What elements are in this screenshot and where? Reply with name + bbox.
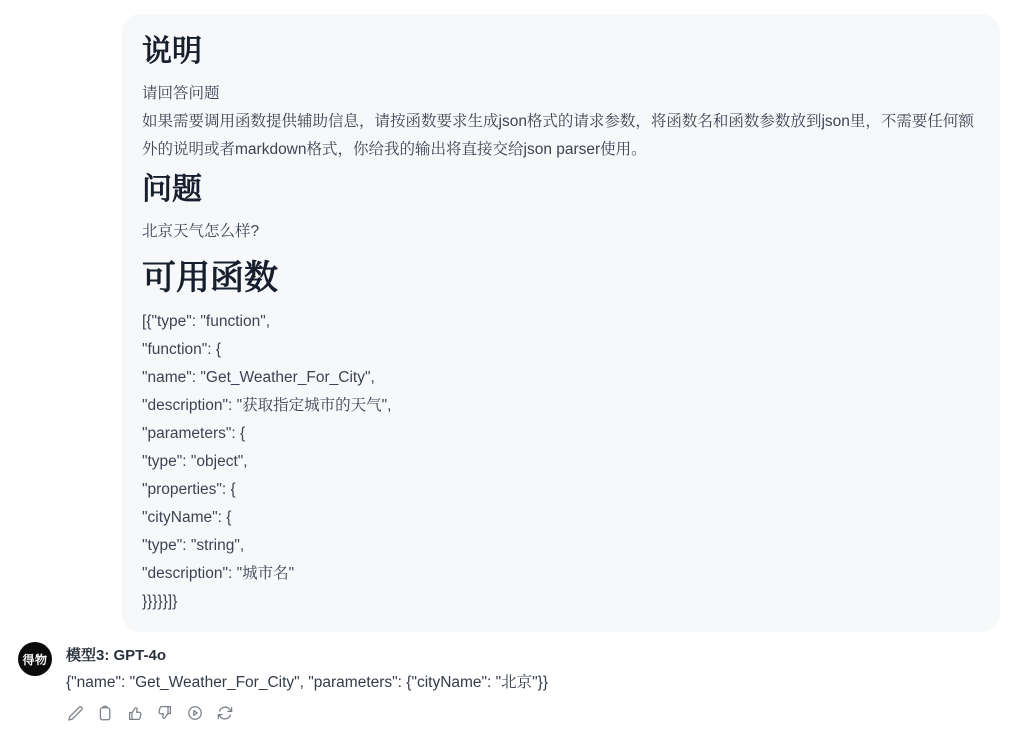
instruction-paragraph: 如果需要调用函数提供辅助信息，请按函数要求生成json格式的请求参数，将函数名和函数参数放到json里，不需要任何额外的说明或者markdown格式，你给我的输出将直接交给json parser使用。 <box>142 113 974 158</box>
function-definition-line: "description": "城市名" <box>142 565 295 582</box>
function-definition-block <box>142 308 980 616</box>
function-definition-line: "properties": { <box>142 481 236 498</box>
function-definition-line: "type": "string", <box>142 537 245 554</box>
function-definition-line: [{"type": "function", <box>142 313 270 330</box>
play-button[interactable] <box>186 704 203 721</box>
function-definition-line: "name": "Get_Weather_For_City", <box>142 369 375 386</box>
assistant-message <box>18 642 548 721</box>
play-circle-icon <box>187 705 203 721</box>
function-definition-line: "cityName": { <box>142 509 232 526</box>
refresh-icon <box>217 705 233 721</box>
heading-question: 问题 <box>142 173 202 206</box>
function-definition-line: }}}}}]} <box>142 593 178 610</box>
dewu-logo: 得物 <box>22 652 48 667</box>
thumbs-up-button[interactable] <box>126 704 143 721</box>
assistant-avatar <box>18 642 52 676</box>
model-label: 模型3: GPT-4o <box>66 647 167 664</box>
heading-available-functions: 可用函数 <box>142 259 278 297</box>
thumbs-up-icon <box>127 705 143 721</box>
function-definition-line: "function": { <box>142 341 222 358</box>
copy-button[interactable] <box>96 704 113 721</box>
assistant-message-body <box>66 642 548 721</box>
message-action-bar <box>66 704 548 721</box>
thumbs-down-button[interactable] <box>156 704 173 721</box>
function-definition-line: "parameters": { <box>142 425 246 442</box>
pencil-icon <box>67 705 83 721</box>
clipboard-icon <box>97 705 113 721</box>
heading-instructions: 说明 <box>142 35 202 68</box>
function-definition-line: "description": "获取指定城市的天气", <box>142 397 392 414</box>
instruction-line: 请回答问题 <box>142 85 220 102</box>
user-message-card <box>122 14 1000 632</box>
thumbs-down-icon <box>157 705 173 721</box>
regenerate-button[interactable] <box>216 704 233 721</box>
function-definition-line: "type": "object", <box>142 453 248 470</box>
assistant-response-text: {"name": "Get_Weather_For_City", "parameters": {"cityName": "北京"}} <box>66 674 549 691</box>
question-text: 北京天气怎么样? <box>142 223 260 240</box>
edit-button[interactable] <box>66 704 83 721</box>
